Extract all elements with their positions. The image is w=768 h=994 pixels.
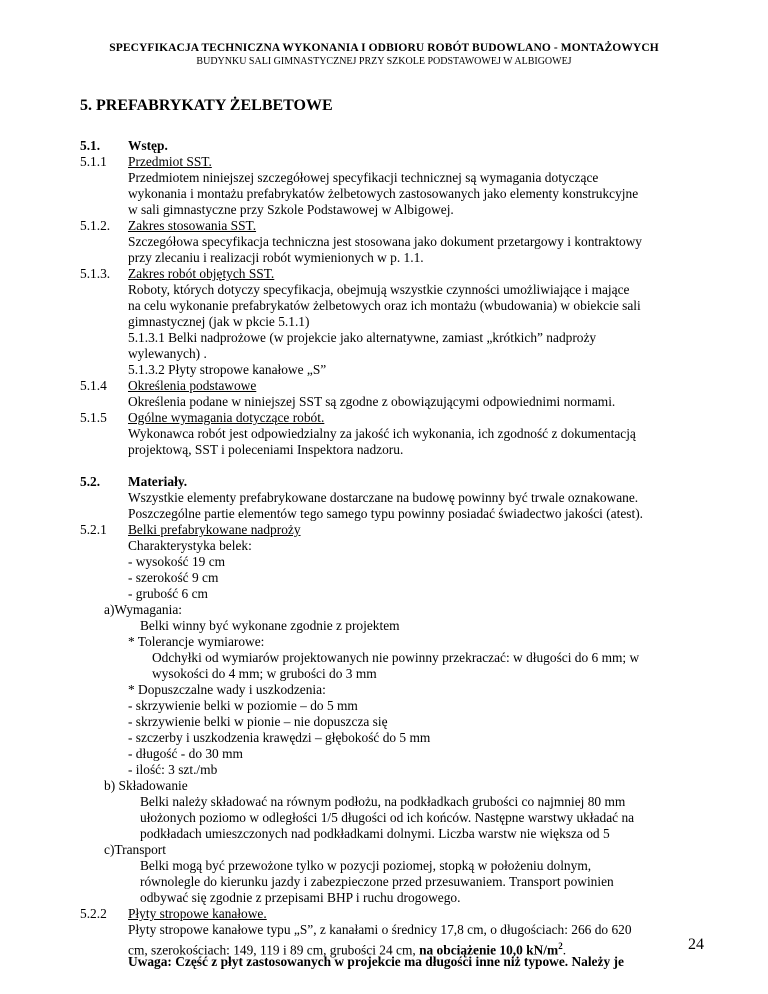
section-number-5-1-1: 5.1.1 [80,154,107,169]
list-item: - szczerby i uszkodzenia krawędzi – głębokość do 5 mm [128,730,431,745]
paragraph-line: równolegle do kierunku jazdy i zabezpieczone przed przesuwaniem. Transport powinien [140,874,614,889]
section-number-5-1-2: 5.1.2. [80,218,111,233]
paragraph-line: Szczegółowa specyfikacja techniczna jest stosowana jako dokument przetargowy i kontraktowy [128,234,643,249]
subsection-label-b: b) Składowanie [104,778,188,793]
section-title-5-2-1: Belki prefabrykowane nadproży [128,522,301,537]
paragraph-line: Belki należy składować na równym podłożu, na podkładkach grubości co najmniej 80 mm [140,794,626,809]
paragraph-line: 5.1.3.2 Płyty stropowe kanałowe „S” [128,362,327,377]
document-header-subtitle: BUDYNKU SALI GIMNASTYCZNEJ PRZY SZKOLE PODSTAWOWEJ W ALBIGOWEJ [196,56,572,67]
section-number-5-1: 5.1. [80,138,101,153]
list-item: - skrzywienie belki w poziomie – do 5 mm [128,698,358,713]
paragraph-line: wykonania i montażu prefabrykatów żelbetowych zastosowanych jako elementy konstrukcyjne [128,186,639,201]
section-title-5-1-1: Przedmiot SST. [128,154,212,169]
list-item: * Dopuszczalne wady i uszkodzenia: [128,682,326,697]
paragraph-line: gimnastycznej (jak w pkcie 5.1.1) [128,314,310,329]
list-item: - ilość: 3 szt./mb [128,762,218,777]
paragraph-line: Płyty stropowe kanałowe typu „S”, z kanałami o średnicy 17,8 cm, o długościach: 266 do 620 [128,922,632,937]
paragraph-line: projektową, SST i poleceniami Inspektora nadzoru. [128,442,404,457]
paragraph-line: na celu wykonanie prefabrykatów żelbetowych oraz ich montażu (wbudowania) w obiekcie sali [128,298,641,313]
paragraph-line: Określenia podane w niniejszej SST są zgodne z obowiązującymi odpowiednimi normami. [128,394,616,409]
paragraph-line: Wszystkie elementy prefabrykowane dostarczane na budowę powinny być trwale oznakowane. [128,490,639,505]
paragraph-line: przy zlecaniu i realizacji robót wymienionych w p. 1.1. [128,250,424,265]
subsection-label-a: a)Wymagania: [104,602,183,617]
section-number-5-2: 5.2. [80,474,101,489]
paragraph-line: Belki winny być wykonane zgodnie z projektem [140,618,400,633]
paragraph-text: . [562,942,567,958]
section-number-5-1-5: 5.1.5 [80,410,107,425]
section-number-5-2-1: 5.2.1 [80,522,107,537]
list-item: - szerokość 9 cm [128,570,219,585]
paragraph-line: 5.1.3.1 Belki nadprożowe (w projekcie jako alternatywne, zamiast „krótkich” nadproży [128,330,597,345]
list-item: - skrzywienie belki w pionie – nie dopuszcza się [128,714,388,729]
section-title-5-1-2: Zakres stosowania SST. [128,218,257,233]
section-number-5-2-2: 5.2.2 [80,906,107,921]
paragraph-line: Przedmiotem niniejszej szczegółowej specyfikacji technicznej są wymagania dotyczące [128,170,599,185]
paragraph-line: Belki mogą być przewożone tylko w pozycji poziomej, stopką w położeniu dolnym, [140,858,592,873]
section-heading-5-1: Wstęp. [128,138,168,153]
section-title-5-1-3: Zakres robót objętych SST. [128,266,275,281]
paragraph-line: w sali gimnastyczne przy Szkole Podstawowej w Albigowej. [128,202,454,217]
paragraph-line: Odchyłki od wymiarów projektowanych nie powinny przekraczać: w długości do 6 mm; w [152,650,640,665]
paragraph-line: Poszczególne partie elementów tego samego typu powinny posiadać świadectwo jakości (atest). [128,506,644,521]
paragraph-text: cm, szerokościach: 149, 119 i 89 cm, grubości 24 cm, [128,942,420,958]
section-title-5-1-4: Określenia podstawowe [128,378,257,393]
paragraph-line: podkładach umieszczonych nad podkładkami dolnymi. Liczba warstw nie większa od 5 [140,826,610,841]
document-header-title: SPECYFIKACJA TECHNICZNA WYKONANIA I ODBIORU ROBÓT BUDOWLANO - MONTAŻOWYCH [109,42,659,54]
section-title-5-2-2: Płyty stropowe kanałowe. [128,906,267,921]
paragraph-line: Roboty, których dotyczy specyfikacja, obejmują wszystkie czynności umożliwiające i mające [128,282,630,297]
section-title-5-1-5: Ogólne wymagania dotyczące robót. [128,410,325,425]
subsection-label-c: c)Transport [104,842,166,857]
section-number-5-1-3: 5.1.3. [80,266,111,281]
list-item: - długość - do 30 mm [128,746,243,761]
superscript: 2 [558,941,563,951]
paragraph-line: Wykonawca robót jest odpowiedzialny za jakość ich wykonania, ich zgodność z dokumentacją [128,426,636,441]
load-rating-text: na obciążenie 10,0 kN/m [419,942,559,958]
list-item: * Tolerancje wymiarowe: [128,634,265,649]
paragraph-line: wysokości do 4 mm; w grubości do 3 mm [152,666,377,681]
list-item: - wysokość 19 cm [128,554,226,569]
paragraph-line: wylewanych) . [128,346,207,361]
section-heading-5-2: Materiały. [128,474,188,489]
chapter-title: 5. PREFABRYKATY ŻELBETOWE [80,97,333,114]
list-item: - grubość 6 cm [128,586,208,601]
paragraph-line: odbywać się zgodnie z przepisami BHP i ruchu drogowego. [140,890,461,905]
page-number: 24 [688,936,704,953]
warning-note: Uwaga: Część z płyt zastosowanych w projekcie ma długości inne niż typowe. Należy je [128,954,624,969]
paragraph-line: Charakterystyka belek: [128,538,252,553]
section-number-5-1-4: 5.1.4 [80,378,107,393]
paragraph-line: ułożonych poziomo w odległości 1/5 długości od ich końców. Następne warstwy układać na [140,810,635,825]
